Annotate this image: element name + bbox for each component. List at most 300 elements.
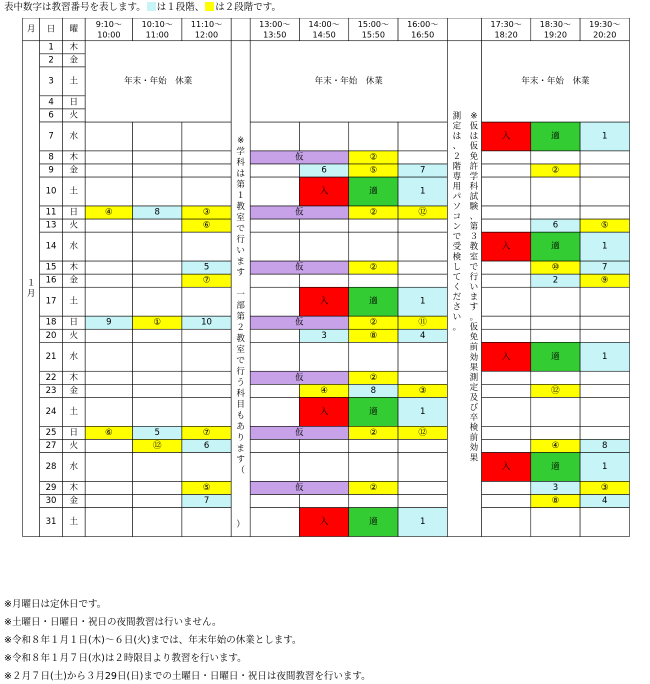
empty-cell [133, 342, 182, 371]
empty-cell [182, 177, 231, 206]
note-right-char: 、 [452, 141, 462, 152]
empty-cell [85, 453, 132, 482]
note-right-char: 前 [469, 433, 479, 444]
lesson-label: ⑫ [551, 385, 560, 396]
empty-cell [182, 371, 231, 384]
note-right-char: 効 [469, 352, 479, 363]
lesson-label: 適 [551, 241, 560, 252]
lesson-label: ⑤ [600, 220, 609, 231]
note-right-char: 験 [469, 202, 479, 213]
note-right-char: い [469, 282, 479, 293]
empty-cell [85, 371, 132, 384]
note-mid-char: ２ [236, 323, 245, 334]
day-number: 23 [45, 385, 57, 396]
weekday-label: 水 [69, 241, 79, 252]
time-slot-start: 10:10～ [141, 20, 173, 30]
note-mid-char [236, 279, 245, 289]
lesson-label: 入 [319, 296, 329, 307]
note-right-char: 、 [469, 212, 479, 223]
empty-cell [250, 219, 299, 232]
empty-cell [349, 439, 398, 452]
time-slot-end: 15:50 [361, 30, 386, 40]
header-spacer-right [447, 18, 481, 41]
holiday-evening-text: 年末・年始 休業 [521, 76, 590, 87]
weekday-label: 日 [69, 97, 79, 108]
lesson-label: 1 [602, 461, 608, 472]
empty-cell [133, 481, 182, 494]
empty-cell [349, 274, 398, 287]
note-right-char: 専 [452, 171, 462, 182]
month-label-char: １ [26, 278, 36, 289]
note-right-char: い [452, 312, 462, 323]
empty-cell [398, 342, 447, 371]
day-number: 8 [48, 152, 54, 163]
lesson-label: ④ [320, 385, 328, 396]
empty-cell [182, 384, 231, 397]
note-right-char: 果 [469, 362, 479, 373]
note-mid-char: （ [236, 466, 245, 477]
lesson-label: ⑤ [202, 482, 211, 493]
stage1-swatch [147, 2, 156, 11]
lesson-label: 仮 [295, 372, 304, 383]
empty-cell [481, 384, 530, 397]
empty-cell [398, 219, 447, 232]
empty-cell [133, 164, 182, 177]
note-mid-char: は [236, 169, 245, 180]
empty-cell [250, 453, 299, 482]
note-mid-char: 部 [236, 301, 245, 312]
lesson-label: 入 [501, 241, 511, 252]
empty-cell [531, 151, 580, 164]
empty-cell [133, 508, 182, 537]
lesson-label: ⑦ [202, 275, 211, 286]
header-weekday: 曜 [69, 24, 79, 35]
empty-cell [182, 287, 231, 316]
empty-cell [580, 371, 629, 384]
weekday-label: 土 [69, 517, 79, 528]
note-right-char: 。 [452, 322, 462, 333]
note-mid-char: り [236, 433, 245, 444]
empty-cell [85, 384, 132, 397]
empty-cell [531, 508, 580, 537]
note-right-char: 測 [452, 111, 462, 122]
empty-cell [182, 329, 231, 342]
empty-cell [398, 274, 447, 287]
lesson-label: 入 [319, 186, 329, 197]
empty-cell [349, 219, 398, 232]
empty-cell [133, 177, 182, 206]
weekday-label: 土 [69, 76, 79, 87]
empty-cell [133, 261, 182, 274]
note-mid-char: あ [236, 422, 245, 433]
lesson-label: 仮 [295, 427, 304, 438]
empty-cell [398, 495, 447, 508]
lesson-label: 1 [602, 131, 608, 142]
empty-cell [299, 122, 348, 151]
note-mid-char: う [236, 378, 245, 389]
time-slot-start: 16:00～ [407, 20, 439, 30]
lesson-label: 入 [319, 517, 329, 528]
note-right-char: で [452, 232, 462, 243]
time-slot-start: 15:00～ [357, 20, 390, 30]
empty-cell [299, 439, 348, 452]
note-right-char: 階 [452, 161, 462, 172]
empty-cell [133, 232, 182, 261]
empty-cell [481, 371, 530, 384]
empty-cell [299, 495, 348, 508]
empty-cell [85, 164, 132, 177]
empty-cell [481, 219, 530, 232]
empty-cell [250, 397, 299, 426]
note-right-char: パ [452, 192, 462, 203]
empty-cell [182, 232, 231, 261]
empty-cell [481, 164, 530, 177]
legend-text-2: は１段階、 [156, 2, 205, 13]
lesson-label: 1 [419, 186, 426, 197]
lesson-label: 適 [369, 186, 378, 197]
note-right-char: 許 [469, 161, 479, 172]
empty-cell [349, 453, 398, 482]
day-number: 4 [48, 97, 54, 108]
empty-cell [531, 329, 580, 342]
note-right-char: 学 [469, 171, 479, 182]
day-number: 18 [45, 317, 57, 328]
day-number: 21 [45, 351, 57, 362]
note-mid-char: ま [236, 444, 245, 455]
lesson-label: ⑪ [418, 317, 427, 328]
weekday-label: 木 [69, 42, 79, 53]
lesson-label: 入 [501, 461, 511, 472]
empty-cell [85, 151, 132, 164]
empty-cell [349, 232, 398, 261]
note-right-char: 定 [452, 121, 462, 132]
empty-cell [133, 329, 182, 342]
footer-note-1: ※月曜日は定休日です。 [4, 599, 107, 610]
empty-cell [481, 508, 530, 537]
empty-cell [85, 122, 132, 151]
lesson-label: ⑫ [152, 440, 162, 451]
note-right-char: は [452, 131, 462, 142]
time-slot-start: 19:30～ [589, 20, 621, 30]
header-day: 日 [46, 24, 56, 35]
empty-cell [182, 164, 231, 177]
note-right-char: ソ [452, 202, 462, 213]
empty-cell [250, 164, 299, 177]
lesson-label: 3 [552, 482, 559, 493]
empty-cell [182, 508, 231, 537]
empty-cell [398, 481, 447, 494]
empty-cell [182, 397, 231, 426]
empty-cell [133, 384, 182, 397]
lesson-label: 7 [419, 165, 426, 176]
lesson-label: ⑥ [105, 427, 113, 438]
note-mid-char: 室 [236, 345, 245, 356]
empty-cell [299, 232, 348, 261]
note-right-char: ３ [469, 232, 479, 243]
empty-cell [481, 177, 530, 206]
day-number: 9 [48, 165, 54, 176]
note-mid-char: い [236, 246, 245, 257]
day-number: 29 [45, 482, 57, 493]
lesson-label: ⑦ [202, 427, 211, 438]
note-right-char: 仮 [469, 141, 479, 152]
empty-cell [85, 329, 132, 342]
day-number: 30 [45, 496, 57, 507]
empty-cell [299, 274, 348, 287]
time-slot-start: 13:00～ [259, 20, 291, 30]
holiday-morning-text: 年末・年始 休業 [124, 76, 193, 87]
note-mid-char: 一 [236, 290, 245, 301]
weekday-label: 金 [69, 496, 79, 507]
note-right-char: 卒 [469, 413, 479, 424]
lesson-label: ② [369, 372, 378, 383]
empty-cell [133, 287, 182, 316]
lesson-label: 適 [551, 131, 560, 142]
note-mid-char: ※ [237, 136, 245, 147]
empty-cell [481, 481, 530, 494]
empty-cell [349, 122, 398, 151]
empty-cell [133, 371, 182, 384]
empty-cell [250, 274, 299, 287]
time-slot-end: 16:50 [411, 30, 435, 40]
lesson-label: ② [369, 262, 378, 273]
empty-cell [85, 219, 132, 232]
weekday-label: 日 [69, 207, 79, 218]
note-right-char: く [452, 282, 462, 293]
lesson-label: 仮 [295, 482, 304, 493]
time-slot-start: 14:00～ [308, 20, 340, 30]
day-number: 17 [45, 296, 57, 307]
lesson-label: ② [369, 207, 378, 218]
weekday-label: 木 [69, 372, 79, 383]
note-right-char: 仮 [469, 121, 479, 132]
lesson-label: ② [369, 427, 378, 438]
time-slot-end: 14:50 [312, 30, 336, 40]
lesson-label: 仮 [295, 207, 304, 218]
lesson-label: 9 [106, 317, 112, 328]
empty-cell [299, 342, 348, 371]
empty-cell [250, 122, 299, 151]
lesson-label: ⑧ [551, 496, 560, 507]
weekday-label: 金 [69, 385, 79, 396]
weekday-label: 金 [69, 55, 79, 66]
note-mid-char: 学 [236, 147, 245, 158]
empty-cell [398, 151, 447, 164]
empty-cell [133, 274, 182, 287]
note-right-char: 免 [469, 151, 479, 162]
day-number: 11 [45, 207, 57, 218]
day-number: 13 [45, 220, 57, 231]
time-slot-start: 9:10～ [95, 20, 122, 30]
empty-cell [182, 151, 231, 164]
lesson-label: 2 [552, 275, 559, 286]
lesson-label: ④ [551, 440, 560, 451]
empty-cell [580, 329, 629, 342]
lesson-label: 1 [602, 241, 608, 252]
note-mid-char: １ [236, 191, 245, 202]
empty-cell [531, 397, 580, 426]
note-right-char: だ [452, 292, 462, 303]
note-mid-char: も [236, 411, 245, 422]
note-mid-char: ま [236, 257, 245, 268]
lesson-label: ③ [202, 207, 211, 218]
empty-cell [481, 329, 530, 342]
empty-cell [481, 261, 530, 274]
note-mid-char: 第 [236, 312, 245, 323]
empty-cell [481, 151, 530, 164]
note-right-char: 室 [469, 252, 479, 263]
schedule-table [6, 18, 646, 570]
weekday-label: 火 [69, 110, 79, 121]
note-right-char: 免 [469, 332, 479, 343]
note-mid-char: 教 [236, 202, 245, 213]
empty-cell [481, 274, 530, 287]
lesson-label: 仮 [295, 262, 304, 273]
lesson-label: 入 [501, 351, 511, 362]
note-mid-char: す [236, 455, 245, 466]
note-mid-char: 行 [236, 235, 245, 246]
lesson-label: 8 [602, 440, 608, 451]
note-right-char: し [452, 262, 462, 273]
time-slot-start: 11:10～ [190, 20, 223, 30]
empty-cell [580, 164, 629, 177]
empty-cell [250, 232, 299, 261]
lesson-label: 適 [369, 296, 378, 307]
empty-cell [250, 495, 299, 508]
stage2-swatch [205, 2, 214, 11]
note-mid-char: 教 [236, 334, 245, 345]
note-mid-char: す [236, 268, 245, 279]
lesson-label: ① [153, 317, 162, 328]
note-right-char: コ [452, 212, 462, 223]
lesson-label: 仮 [295, 317, 304, 328]
note-right-char: は [469, 131, 479, 142]
note-right-char: 効 [469, 443, 479, 454]
weekday-label: 火 [69, 330, 79, 341]
empty-cell [85, 508, 132, 537]
weekday-label: 木 [69, 482, 79, 493]
day-number: 28 [45, 461, 57, 472]
empty-cell [481, 495, 530, 508]
note-right-char: で [469, 262, 479, 273]
empty-cell [250, 342, 299, 371]
lesson-label: 適 [551, 351, 560, 362]
empty-cell [481, 316, 530, 329]
lesson-label: ⑩ [551, 262, 560, 273]
time-slot-end: 20:20 [593, 30, 617, 40]
empty-cell [299, 219, 348, 232]
footer-note-2: ※土曜日・日曜日・祝日の夜間教習は行いません。 [4, 617, 222, 628]
lesson-label: 8 [154, 207, 160, 218]
empty-cell [398, 453, 447, 482]
empty-cell [531, 316, 580, 329]
lesson-label: ⑥ [202, 220, 211, 231]
time-slot-end: 13:50 [263, 30, 287, 40]
day-number: 25 [45, 427, 57, 438]
empty-cell [85, 439, 132, 452]
lesson-label: ③ [418, 385, 427, 396]
note-right-char: 及 [469, 392, 479, 403]
empty-cell [481, 426, 530, 439]
lesson-label: 3 [321, 330, 327, 341]
time-slot-end: 18:20 [494, 30, 518, 40]
empty-cell [481, 397, 530, 426]
empty-cell [580, 206, 629, 219]
lesson-label: 入 [501, 131, 511, 142]
empty-cell [299, 453, 348, 482]
empty-cell [531, 371, 580, 384]
note-right-char: ※ [470, 111, 478, 122]
note-right-char: 第 [469, 222, 479, 233]
lesson-label: 4 [419, 330, 426, 341]
empty-cell [85, 274, 132, 287]
empty-cell [250, 384, 299, 397]
note-right-char: ま [469, 292, 479, 303]
empty-cell [481, 206, 530, 219]
empty-cell [531, 206, 580, 219]
legend-note [4, 2, 281, 14]
lesson-label: 1 [602, 351, 608, 362]
day-number: 27 [45, 440, 57, 451]
note-right-char: 教 [469, 242, 479, 253]
empty-cell [250, 508, 299, 537]
empty-cell [85, 177, 132, 206]
empty-cell [85, 232, 132, 261]
lesson-label: ② [369, 152, 378, 163]
note-right-char: 果 [469, 453, 479, 464]
time-slot-end: 10:00 [97, 30, 121, 40]
lesson-label: 6 [203, 440, 210, 451]
lesson-label: ④ [105, 207, 113, 218]
note-right-char: て [452, 272, 462, 283]
empty-cell [133, 151, 182, 164]
empty-cell [250, 287, 299, 316]
empty-cell [250, 439, 299, 452]
weekday-label: 土 [69, 186, 79, 197]
lesson-label: ⑨ [600, 275, 609, 286]
lesson-label: ⑤ [369, 165, 378, 176]
weekday-label: 金 [69, 165, 79, 176]
weekday-label: 水 [69, 461, 79, 472]
lesson-label: 7 [602, 262, 608, 273]
time-slot-start: 17:30～ [490, 20, 522, 30]
weekday-label: 木 [69, 152, 79, 163]
empty-cell [398, 261, 447, 274]
empty-cell [133, 453, 182, 482]
note-right-char: ２ [452, 151, 462, 162]
empty-cell [580, 384, 629, 397]
note-mid-char: 室 [236, 213, 245, 224]
footer-note-5: ※２月７日(土)から３月29日(日)までの土曜日・日曜日・祝日は夜間教習を行います。 [4, 671, 371, 682]
lesson-label: 1 [419, 517, 426, 528]
weekday-label: 金 [69, 275, 79, 286]
note-right-char: さ [452, 302, 462, 313]
empty-cell [398, 439, 447, 452]
day-number: 15 [45, 262, 57, 273]
empty-cell [580, 426, 629, 439]
note-right-char: 前 [469, 342, 479, 353]
day-number: 6 [48, 110, 54, 121]
lesson-label: 6 [552, 220, 559, 231]
time-slot-end: 19:20 [543, 30, 568, 40]
weekday-label: 木 [69, 262, 79, 273]
empty-cell [85, 397, 132, 426]
day-number: 10 [45, 186, 57, 197]
empty-cell [85, 495, 132, 508]
empty-cell [481, 287, 530, 316]
header-spacer-mid [231, 18, 250, 41]
note-mid-char: で [236, 356, 245, 367]
